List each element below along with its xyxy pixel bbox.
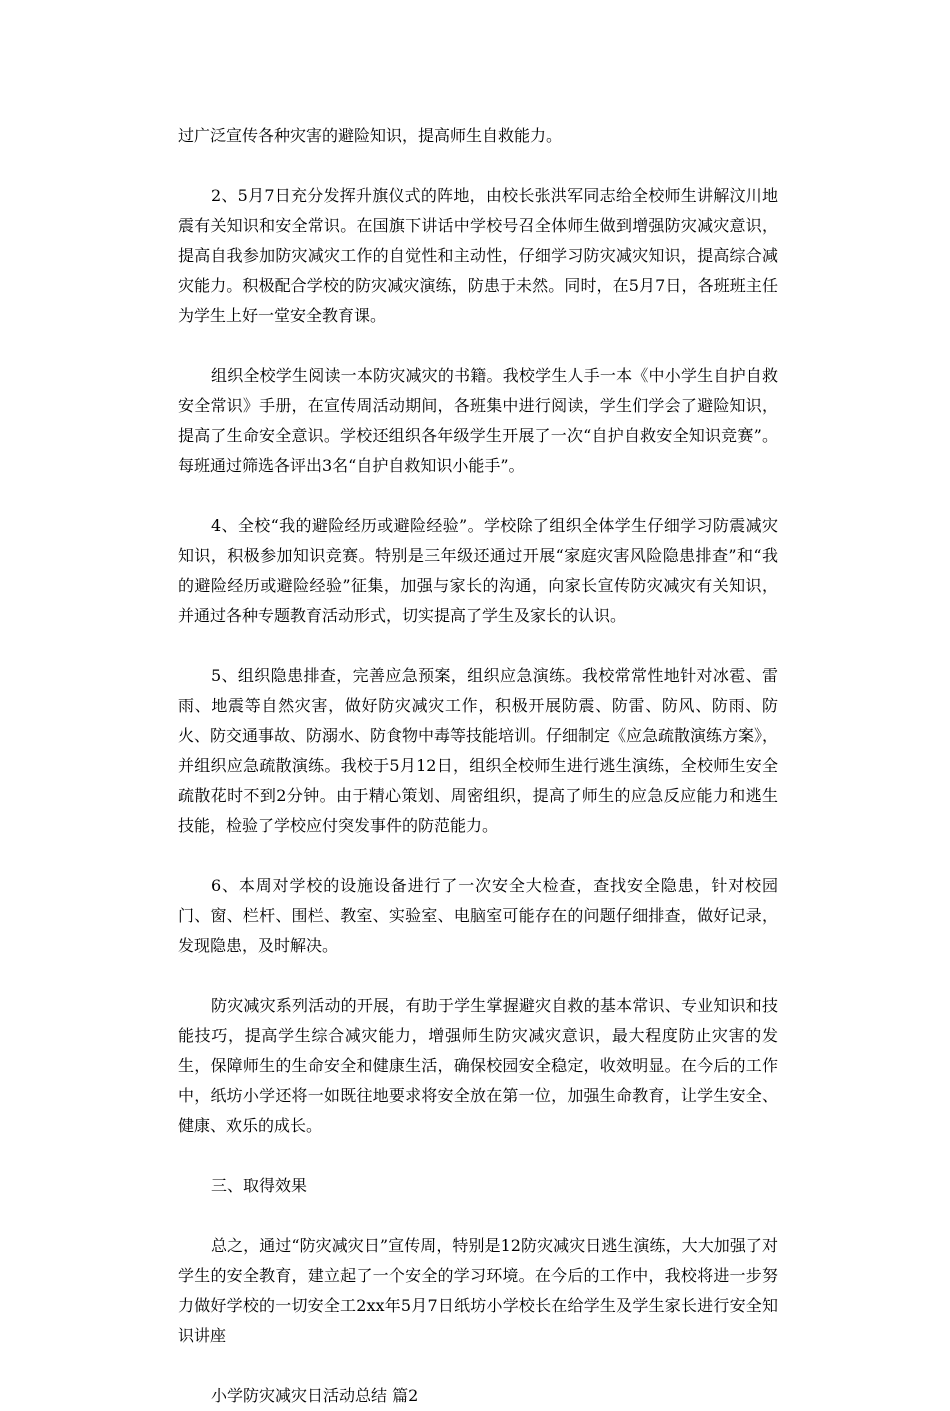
paragraph-item-6: 6、本周对学校的设施设备进行了一次安全大检查，查找安全隐患，针对校园门、窗、栏杆、围栏、教室、实验室、电脑室可能存在的问题仔细排查，做好记录，发现隐患，及时解决。 [178, 876, 778, 955]
paragraph-gap [178, 961, 778, 991]
section-heading-results: 三、取得效果 [211, 1176, 308, 1195]
paragraph-continuation: 过广泛宣传各种灾害的避险知识，提高师生自救能力。 [178, 126, 563, 145]
paragraph-gap [178, 1201, 778, 1231]
paragraph-item-2: 2、5月7日充分发挥升旗仪式的阵地，由校长张洪军同志给全校师生讲解汶川地震有关知识和安全常识。在国旗下讲话中学校号召全体师生做到增强防灾减灾意识，提高自我参加防灾减灾工作的自觉性和主动性，仔细学习防灾减灾知识，提高综合减灾能力。积极配合学校的防灾减灾演练，防患于未然。同时，在5月7日，各班班主任为学生上好一堂安全教育课。 [178, 186, 778, 325]
paragraph-summary: 防灾减灾系列活动的开展，有助于学生掌握避灾自救的基本常识、专业知识和技能技巧，提高学生综合减灾能力，增强师生防灾减灾意识，最大程度防止灾害的发生，保障师生的生命安全和健康生活，确保校园安全稳定，收效明显。在今后的工作中，纸坊小学还将一如既往地要求将安全放在第一位，加强生命教育，让学生安全、健康、欢乐的成长。 [178, 996, 778, 1135]
paragraph-gap [178, 1141, 778, 1171]
document-body [178, 121, 778, 1411]
paragraph-gap [178, 1351, 778, 1381]
next-article-title: 小学防灾减灾日活动总结 篇2 [211, 1386, 419, 1405]
paragraph-gap [178, 841, 778, 871]
paragraph-conclusion: 总之，通过“防灾减灾日”宣传周，特别是12防灾减灾日逃生演练，大大加强了对学生的安全教育，建立起了一个安全的学习环境。在今后的工作中，我校将进一步努力做好学校的一切安全工2xx年5月7日纸坊小学校长在给学生及学生家长进行安全知识讲座 [178, 1236, 778, 1345]
paragraph-gap [178, 631, 778, 661]
paragraph-item-4: 4、全校“我的避险经历或避险经验”。学校除了组织全体学生仔细学习防震减灾知识，积极参加知识竞赛。特别是三年级还通过开展“家庭灾害风险隐患排查”和“我的避险经历或避险经验”征集，加强与家长的沟通，向家长宣传防灾减灾有关知识，并通过各种专题教育活动形式，切实提高了学生及家长的认识。 [178, 516, 778, 625]
paragraph-item-5: 5、组织隐患排查，完善应急预案，组织应急演练。我校常常性地针对冰雹、雷雨、地震等自然灾害，做好防灾减灾工作，积极开展防震、防雷、防风、防雨、防火、防交通事故、防溺水、防食物中毒等技能培训。仔细制定《应急疏散演练方案》，并组织应急疏散演练。我校于5月12日，组织全校师生进行逃生演练，全校师生安全疏散花时不到2分钟。由于精心策划、周密组织，提高了师生的应急反应能力和逃生技能，检验了学校应付突发事件的防范能力。 [178, 666, 779, 835]
paragraph-reading-activity: 组织全校学生阅读一本防灾减灾的书籍。我校学生人手一本《中小学生自护自救安全常识》手册，在宣传周活动期间，各班集中进行阅读，学生们学会了避险知识，提高了生命安全意识。学校还组织各年级学生开展了一次“自护自救安全知识竞赛”。每班通过筛选各评出3名“自护自救知识小能手”。 [178, 366, 778, 475]
paragraph-gap [178, 481, 778, 511]
paragraph-gap [178, 151, 778, 181]
paragraph-gap [178, 331, 778, 361]
